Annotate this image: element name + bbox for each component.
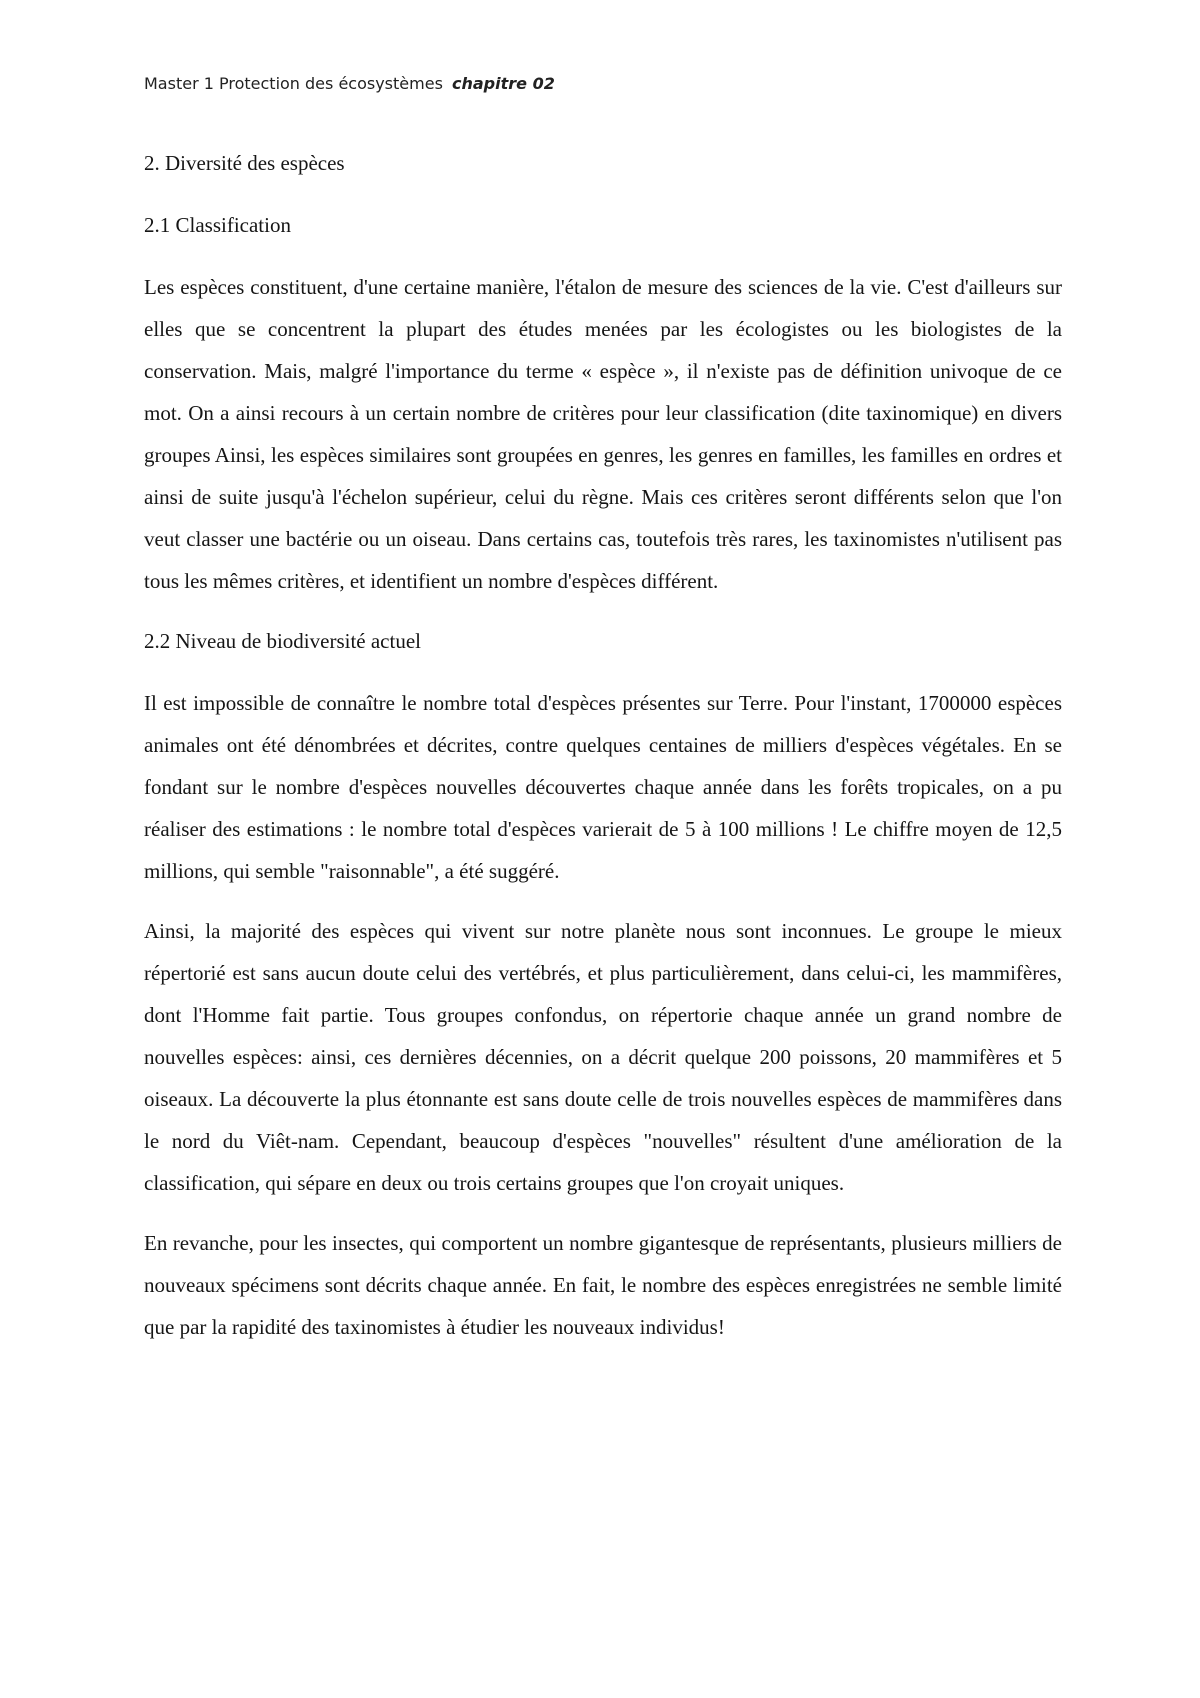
section-title-main: 2. Diversité des espèces [144,151,345,175]
header-course-title: Master 1 Protection des écosystèmes [144,74,443,93]
paragraph-unknown-species: Ainsi, la majorité des espèces qui vivent sur notre planète nous sont inconnues. Le groupe le mieux répertorié est sans aucun doute celui des vertébrés, et plus particulièrement, dans celui-ci, les mammifères, dont l'Homme fait partie. Tous groupes confondus, on répertorie chaque année un grand nombre de nouvelles espèces: ainsi, ces dernières décennies, on a décrit quelque 200 poissons, 20 mammifères et 5 oiseaux. La découverte la plus étonnante est sans doute celle de trois nouvelles espèces de mammifères dans le nord du Viêt-nam. Cependant, beaucoup d'espèces "nouvelles" résultent d'une amélioration de la classification, qui sépare en deux ou trois certains groupes que l'on croyait uniques. [144,919,1062,1195]
running-header [144,74,555,93]
section-title-classification: 2.1 Classification [144,213,291,237]
paragraph-species-count: Il est impossible de connaître le nombre total d'espèces présentes sur Terre. Pour l'instant, 1700000 espèces animales ont été dénombrées et décrites, contre quelques centaines de milliers d'espèces végétales. En se fondant sur le nombre d'espèces nouvelles découvertes chaque année dans les forêts tropicales, on a pu réaliser des estimations : le nombre total d'espèces varierait de 5 à 100 millions ! Le chiffre moyen de 12,5 millions, qui semble "raisonnable", a été suggéré. [144,691,1062,883]
paragraph-classification: Les espèces constituent, d'une certaine manière, l'étalon de mesure des sciences de la vie. C'est d'ailleurs sur elles que se concentrent la plupart des études menées par les écologistes ou les biologistes de la conservation. Mais, malgré l'importance du terme « espèce », il n'existe pas de définition univoque de ce mot. On a ainsi recours à un certain nombre de critères pour leur classification (dite taxinomique) en divers groupes Ainsi, les espèces similaires sont groupées en genres, les genres en familles, les familles en ordres et ainsi de suite jusqu'à l'échelon supérieur, celui du règne. Mais ces critères seront différents selon que l'on veut classer une bactérie ou un oiseau. Dans certains cas, toutefois très rares, les taxinomistes n'utilisent pas tous les mêmes critères, et identifient un nombre d'espèces différent. [144,275,1062,593]
document-body [144,142,1062,1366]
header-chapter-label: chapitre 02 [452,74,555,93]
section-title-current-level: 2.2 Niveau de biodiversité actuel [144,629,421,653]
paragraph-insects: En revanche, pour les insectes, qui comportent un nombre gigantesque de représentants, plusieurs milliers de nouveaux spécimens sont décrits chaque année. En fait, le nombre des espèces enregistrées ne semble limité que par la rapidité des taxinomistes à étudier les nouveaux individus! [144,1231,1062,1339]
